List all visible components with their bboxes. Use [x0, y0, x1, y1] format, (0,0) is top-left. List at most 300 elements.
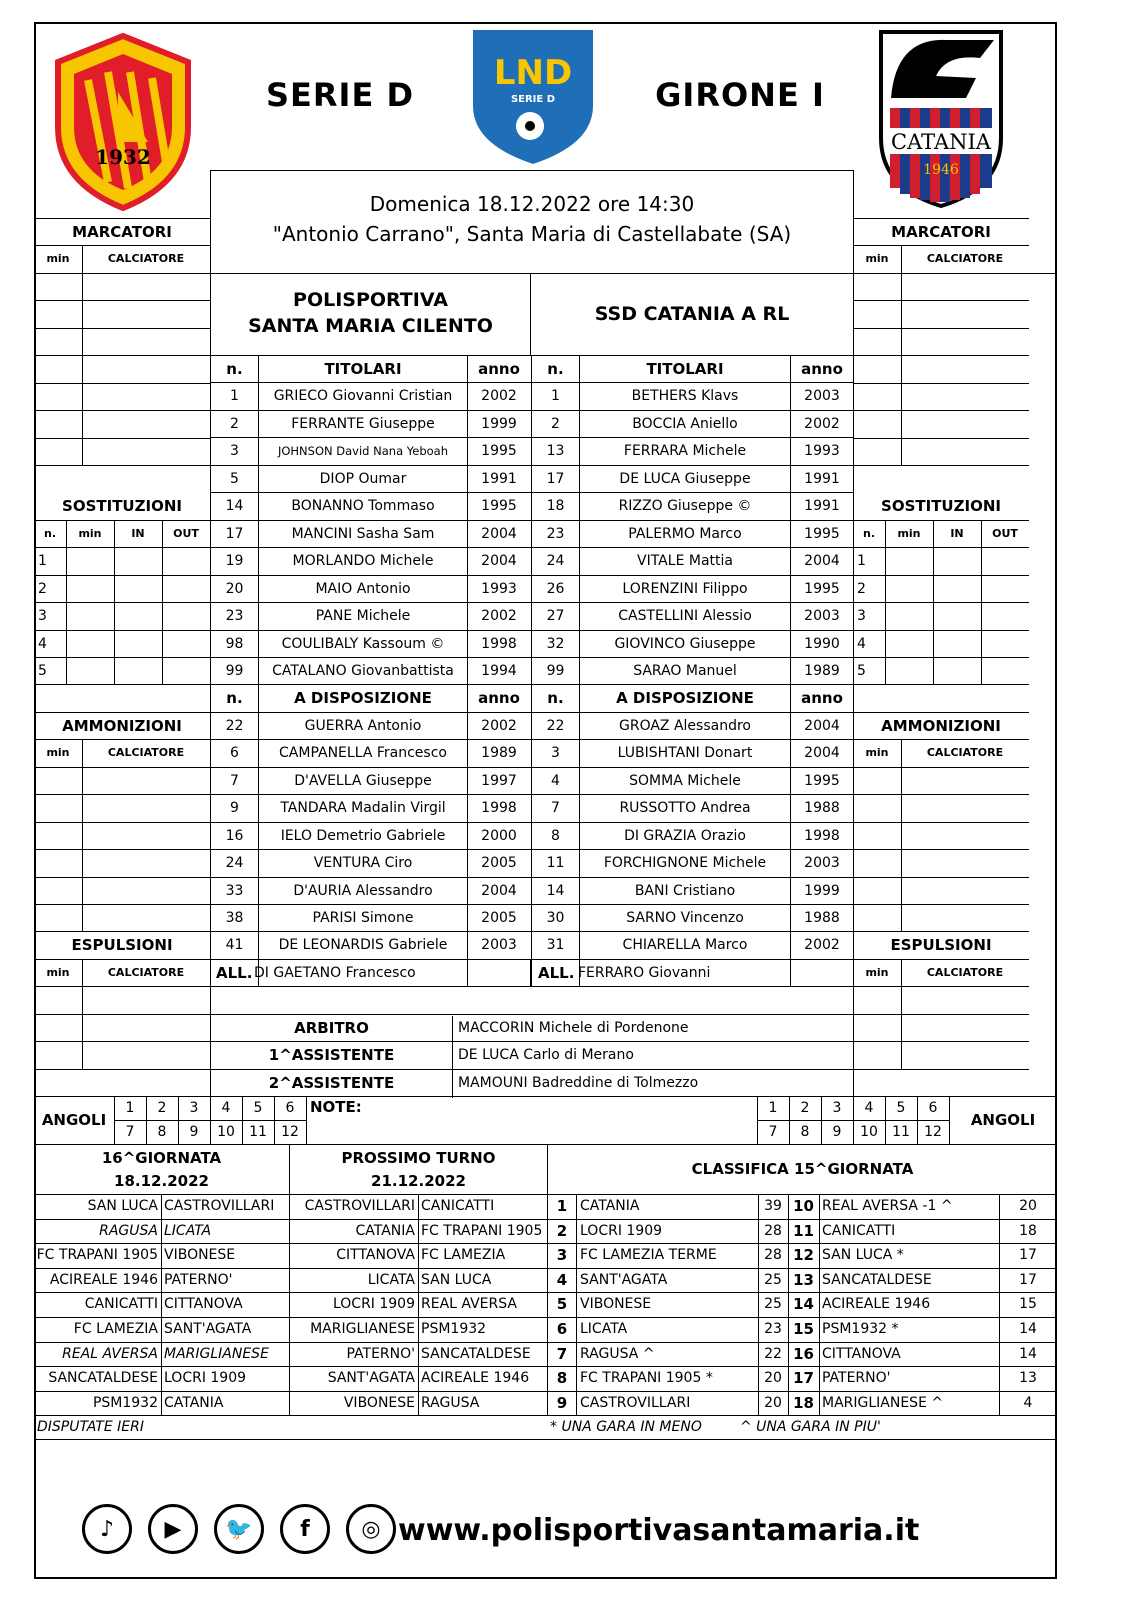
player-year: 1991	[481, 470, 517, 487]
player-name: TANDARA Madalin Virgil	[280, 799, 446, 816]
home-team: SANCATALDESE	[48, 1370, 158, 1387]
sub-number: 2	[38, 580, 47, 597]
away-team: FC TRAPANI 1905	[421, 1223, 543, 1240]
team: VIBONESE	[580, 1296, 652, 1313]
player-year: 2003	[804, 607, 840, 624]
prossimo-title: PROSSIMO TURNO	[341, 1149, 496, 1167]
player-number: 20	[225, 580, 244, 597]
player-name: DE LEONARDIS Gabriele	[278, 936, 448, 953]
away-team: VIBONESE	[164, 1247, 236, 1264]
player-number: 7	[230, 772, 239, 789]
player-number: 98	[225, 635, 244, 652]
player-name: DE LUCA Giuseppe	[619, 470, 751, 487]
team: PSM1932 *	[822, 1321, 899, 1338]
player-year: 1988	[804, 909, 840, 926]
home-team: LICATA	[367, 1272, 415, 1289]
player-number: 24	[546, 552, 565, 569]
coach-label: ALL.	[216, 963, 253, 982]
note-label: NOTE:	[310, 1098, 362, 1116]
corner-box: 1	[125, 1100, 135, 1116]
points: 28	[764, 1223, 782, 1240]
player-number: 1	[551, 387, 560, 404]
player-year: 2002	[804, 415, 840, 432]
away-team: PATERNO'	[164, 1272, 233, 1289]
svg-text:SERIE D: SERIE D	[510, 94, 556, 105]
player-number: 11	[546, 854, 565, 871]
giornata-date: 18.12.2022	[114, 1172, 209, 1190]
n-label: n.	[862, 527, 875, 541]
home-team: CITTANOVA	[336, 1247, 415, 1264]
rank: 7	[556, 1345, 568, 1364]
player-year: 1988	[804, 799, 840, 816]
official-name: DE LUCA Carlo di Merano	[458, 1046, 634, 1063]
home-team: SAN LUCA	[87, 1198, 158, 1215]
player-name: MORLANDO Michele	[292, 552, 434, 569]
min-label: min	[865, 746, 889, 760]
player-number: 33	[225, 882, 244, 899]
corner-box: 7	[768, 1124, 778, 1140]
marcatori-title: MARCATORI	[891, 222, 991, 241]
player-name: IELO Demetrio Gabriele	[280, 827, 446, 844]
corner-box: 9	[832, 1124, 842, 1140]
player-name: COULIBALY Kassoum ©	[281, 635, 445, 652]
team: MARIGLIANESE ^	[822, 1395, 944, 1412]
rank: 3	[556, 1246, 568, 1265]
marcatori-title: MARCATORI	[72, 222, 172, 241]
corner-box: 4	[221, 1100, 231, 1116]
home-team: MARIGLIANESE	[310, 1321, 415, 1338]
sub-number: 5	[38, 662, 47, 679]
away-team: REAL AVERSA	[421, 1296, 517, 1313]
rank: 2	[556, 1222, 568, 1241]
player-name: PARISI Simone	[312, 909, 414, 926]
svg-text:1932: 1932	[95, 145, 151, 169]
calciatore-label: CALCIATORE	[107, 966, 185, 980]
points: 25	[764, 1296, 782, 1313]
player-name: SARAO Manuel	[633, 662, 737, 679]
corner-box: 4	[864, 1100, 874, 1116]
player-name: JOHNSON David Nana Yeboah	[277, 443, 449, 458]
rank: 17	[793, 1369, 814, 1388]
player-name: GRIECO Giovanni Cristian	[273, 387, 453, 404]
in-label: IN	[950, 527, 964, 541]
player-name: LUBISHTANI Donart	[617, 744, 753, 761]
player-year: 1995	[481, 442, 517, 459]
player-number: 30	[546, 909, 565, 926]
player-name: FERRARA Michele	[623, 442, 747, 459]
svg-text:LND: LND	[493, 53, 573, 93]
rank: 8	[556, 1369, 568, 1388]
facebook-icon[interactable]: f	[280, 1504, 330, 1554]
corner-box: 5	[896, 1100, 906, 1116]
player-name: CHIARELLA Marco	[622, 936, 748, 953]
points: 20	[764, 1395, 782, 1412]
player-name: BANI Cristiano	[634, 882, 736, 899]
player-number: 9	[230, 799, 239, 816]
player-number: 22	[225, 717, 244, 734]
player-name: CASTELLINI Alessio	[618, 607, 752, 624]
rank: 12	[793, 1246, 814, 1265]
away-team-name: SSD CATANIA A RL	[594, 303, 790, 325]
home-team: CASTROVILLARI	[304, 1198, 415, 1215]
sub-number: 5	[857, 662, 866, 679]
player-year: 1990	[804, 635, 840, 652]
player-year: 2003	[804, 854, 840, 871]
sostituzioni-title: SOSTITUZIONI	[881, 496, 1001, 515]
player-year: 2003	[804, 387, 840, 404]
giornata-title: 16^GIORNATA	[101, 1149, 222, 1167]
col-anno: anno	[801, 688, 843, 707]
player-name: GUERRA Antonio	[304, 717, 422, 734]
home-coach: DI GAETANO Francesco	[254, 964, 416, 981]
tiktok-icon[interactable]: ♪	[82, 1504, 132, 1554]
calciatore-label: CALCIATORE	[926, 252, 1004, 265]
player-number: 14	[546, 882, 565, 899]
rank: 4	[556, 1271, 568, 1290]
player-name: RIZZO Giuseppe ©	[618, 497, 752, 514]
classifica-title: CLASSIFICA 15^GIORNATA	[691, 1160, 914, 1178]
team: ACIREALE 1946	[822, 1296, 931, 1313]
points: 17	[1019, 1247, 1037, 1264]
away-team: SANCATALDESE	[421, 1346, 531, 1363]
corner-box: 12	[924, 1124, 942, 1140]
home-team: RAGUSA	[99, 1223, 158, 1240]
player-name: MANCINI Sasha Sam	[291, 525, 435, 542]
corner-box: 7	[125, 1124, 135, 1140]
youtube-icon[interactable]: ▶	[148, 1504, 198, 1554]
espulsioni-title: ESPULSIONI	[71, 935, 173, 954]
points: 20	[764, 1370, 782, 1387]
corner-box: 3	[189, 1100, 199, 1116]
player-name: DI GRAZIA Orazio	[624, 827, 746, 844]
prossimo-date: 21.12.2022	[371, 1172, 466, 1190]
match-venue: "Antonio Carrano", Santa Maria di Castellabate (SA)	[272, 222, 792, 246]
min-label: min	[46, 746, 70, 760]
corner-box: 11	[249, 1124, 267, 1140]
player-year: 2004	[804, 744, 840, 761]
corner-box: 12	[281, 1124, 299, 1140]
player-number: 3	[230, 442, 239, 459]
team: FC TRAPANI 1905 *	[580, 1370, 713, 1387]
player-year: 1999	[804, 882, 840, 899]
col-disposizione: A DISPOSIZIONE	[294, 688, 432, 707]
player-name: FORCHIGNONE Michele	[603, 854, 767, 871]
team: SANT'AGATA	[580, 1272, 668, 1289]
corner-box: 11	[892, 1124, 910, 1140]
home-team: PSM1932	[92, 1395, 158, 1412]
rank: 14	[793, 1295, 814, 1314]
rank: 13	[793, 1271, 814, 1290]
player-number: 38	[225, 909, 244, 926]
min-label: min	[78, 527, 102, 541]
player-year: 2004	[481, 552, 517, 569]
disputate-note: DISPUTATE IERI	[37, 1419, 144, 1435]
player-year: 2005	[481, 909, 517, 926]
calciatore-label: CALCIATORE	[107, 252, 185, 265]
player-year: 2002	[481, 717, 517, 734]
sub-number: 4	[38, 635, 47, 652]
player-year: 1993	[804, 442, 840, 459]
away-team: CANICATTI	[421, 1198, 495, 1215]
sub-number: 1	[857, 552, 866, 569]
calciatore-label: CALCIATORE	[107, 746, 185, 760]
player-number: 23	[546, 525, 565, 542]
col-anno: anno	[478, 359, 520, 378]
sub-number: 3	[38, 607, 47, 624]
col-n: n.	[547, 688, 564, 707]
player-year: 1993	[481, 580, 517, 597]
min-label: min	[865, 966, 889, 980]
corner-box: 3	[832, 1100, 842, 1116]
corner-box: 1	[768, 1100, 778, 1116]
angoli-label: ANGOLI	[970, 1111, 1036, 1129]
player-name: VENTURA Ciro	[313, 854, 413, 871]
rank: 5	[556, 1295, 568, 1314]
espulsioni-title: ESPULSIONI	[890, 935, 992, 954]
player-name: BOCCIA Aniello	[632, 415, 738, 432]
corner-box: 2	[157, 1100, 167, 1116]
points: 13	[1019, 1370, 1037, 1387]
min-label: min	[865, 252, 889, 265]
points: 23	[764, 1321, 782, 1338]
player-name: GIOVINCO Giuseppe	[614, 635, 756, 652]
rank: 10	[793, 1197, 814, 1216]
official-role: 2^ASSISTENTE	[268, 1073, 395, 1092]
angoli-label: ANGOLI	[41, 1111, 107, 1129]
col-n: n.	[226, 688, 243, 707]
player-number: 23	[225, 607, 244, 624]
player-number: 19	[225, 552, 244, 569]
home-team: FC TRAPANI 1905	[36, 1247, 158, 1264]
col-titolari: TITOLARI	[646, 359, 724, 378]
team: FC LAMEZIA TERME	[580, 1247, 717, 1264]
team: SAN LUCA *	[822, 1247, 904, 1264]
away-team: CASTROVILLARI	[164, 1198, 275, 1215]
min-label: min	[46, 966, 70, 980]
player-year: 2002	[481, 387, 517, 404]
player-year: 2004	[804, 717, 840, 734]
player-year: 2005	[481, 854, 517, 871]
n-label: n.	[43, 527, 56, 541]
away-team: RAGUSA	[421, 1395, 480, 1412]
player-year: 2004	[804, 552, 840, 569]
rank: 1	[556, 1197, 568, 1216]
points: 25	[764, 1272, 782, 1289]
player-number: 6	[230, 744, 239, 761]
points: 14	[1019, 1346, 1037, 1363]
player-number: 18	[546, 497, 565, 514]
player-year: 1999	[481, 415, 517, 432]
corner-box: 2	[800, 1100, 810, 1116]
player-number: 16	[225, 827, 244, 844]
col-n: n.	[226, 359, 243, 378]
player-name: LORENZINI Filippo	[622, 580, 748, 597]
player-year: 1998	[481, 799, 517, 816]
home-team: LOCRI 1909	[332, 1296, 415, 1313]
points: 14	[1019, 1321, 1037, 1338]
gara-piu-note: ^ UNA GARA IN PIU'	[740, 1419, 881, 1435]
away-team: ACIREALE 1946	[421, 1370, 530, 1387]
player-name: FERRANTE Giuseppe	[291, 415, 435, 432]
player-year: 1989	[804, 662, 840, 679]
col-anno: anno	[801, 359, 843, 378]
player-number: 2	[551, 415, 560, 432]
team: LOCRI 1909	[580, 1223, 663, 1240]
website-url[interactable]: www.polisportivasantamaria.it	[398, 1512, 920, 1548]
player-number: 99	[225, 662, 244, 679]
home-team: CANICATTI	[84, 1296, 158, 1313]
sub-number: 1	[38, 552, 47, 569]
col-disposizione: A DISPOSIZIONE	[616, 688, 754, 707]
player-year: 1991	[804, 497, 840, 514]
player-number: 5	[230, 470, 239, 487]
team: CATANIA	[580, 1198, 640, 1215]
player-name: SARNO Vincenzo	[626, 909, 744, 926]
home-team: FC LAMEZIA	[73, 1321, 158, 1338]
rank: 15	[793, 1320, 814, 1339]
player-year: 2002	[804, 936, 840, 953]
player-name: BETHERS Klavs	[631, 387, 739, 404]
rank: 11	[793, 1222, 814, 1241]
rank: 6	[556, 1320, 568, 1339]
player-number: 1	[230, 387, 239, 404]
points: 18	[1019, 1223, 1037, 1240]
player-name: DIOP Oumar	[319, 470, 407, 487]
col-titolari: TITOLARI	[324, 359, 402, 378]
player-number: 8	[551, 827, 560, 844]
player-name: D'AVELLA Giuseppe	[294, 772, 432, 789]
points: 20	[1019, 1198, 1037, 1215]
player-year: 1991	[804, 470, 840, 487]
player-name: CATALANO Giovanbattista	[272, 662, 454, 679]
player-number: 27	[546, 607, 565, 624]
team: PATERNO'	[822, 1370, 891, 1387]
player-number: 17	[225, 525, 244, 542]
player-year: 1994	[481, 662, 517, 679]
player-number: 24	[225, 854, 244, 871]
player-number: 31	[546, 936, 565, 953]
player-year: 2000	[481, 827, 517, 844]
player-number: 22	[546, 717, 565, 734]
points: 39	[764, 1198, 782, 1215]
player-number: 3	[551, 744, 560, 761]
corner-box: 8	[157, 1124, 167, 1140]
official-role: ARBITRO	[294, 1018, 369, 1037]
team: LICATA	[580, 1321, 628, 1338]
instagram-icon[interactable]: ◎	[346, 1504, 396, 1554]
player-name: RUSSOTTO Andrea	[619, 799, 751, 816]
out-label: OUT	[173, 527, 199, 541]
away-team: PSM1932	[421, 1321, 487, 1338]
player-name: PALERMO Marco	[628, 525, 742, 542]
player-name: SOMMA Michele	[629, 772, 741, 789]
match-date: Domenica 18.12.2022 ore 14:30	[369, 192, 695, 216]
rank: 9	[556, 1394, 568, 1413]
points: 17	[1019, 1272, 1037, 1289]
player-number: 4	[551, 772, 560, 789]
team: CASTROVILLARI	[580, 1395, 691, 1412]
team: CITTANOVA	[822, 1346, 901, 1363]
player-name: PANE Michele	[315, 607, 411, 624]
player-year: 2002	[481, 607, 517, 624]
player-year: 2004	[481, 525, 517, 542]
calciatore-label: CALCIATORE	[926, 746, 1004, 760]
corner-box: 8	[800, 1124, 810, 1140]
home-team: PATERNO'	[346, 1346, 415, 1363]
player-number: 32	[546, 635, 565, 652]
points: 4	[1023, 1395, 1033, 1412]
sostituzioni-title: SOSTITUZIONI	[62, 496, 182, 515]
away-team: LOCRI 1909	[164, 1370, 247, 1387]
points: 28	[764, 1247, 782, 1264]
player-year: 2003	[481, 936, 517, 953]
catania-logo	[876, 28, 1006, 210]
points: 22	[764, 1346, 782, 1363]
home-team: VIBONESE	[343, 1395, 415, 1412]
official-role: 1^ASSISTENTE	[268, 1045, 395, 1064]
sub-number: 4	[857, 635, 866, 652]
away-team: LICATA	[164, 1223, 212, 1240]
player-year: 1995	[804, 772, 840, 789]
team: REAL AVERSA -1 ^	[822, 1198, 953, 1215]
away-team: FC LAMEZIA	[421, 1247, 506, 1264]
twitter-icon[interactable]: 🐦	[214, 1504, 264, 1554]
player-year: 1998	[804, 827, 840, 844]
points: 15	[1019, 1296, 1037, 1313]
player-year: 2004	[481, 882, 517, 899]
polisportiva-logo	[48, 32, 198, 212]
player-number: 13	[546, 442, 565, 459]
corner-box: 10	[217, 1124, 235, 1140]
home-team: ACIREALE 1946	[49, 1272, 158, 1289]
player-name: MAIO Antonio	[315, 580, 411, 597]
home-team-name-1: POLISPORTIVA	[293, 289, 448, 311]
girone-title: GIRONE I	[655, 76, 825, 114]
min-label: min	[897, 527, 921, 541]
away-team: MARIGLIANESE	[164, 1346, 269, 1363]
corner-box: 6	[285, 1100, 295, 1116]
lnd-logo	[468, 26, 598, 166]
col-n: n.	[547, 359, 564, 378]
svg-text:CATANIA: CATANIA	[891, 130, 991, 154]
out-label: OUT	[992, 527, 1018, 541]
corner-box: 5	[253, 1100, 263, 1116]
team: SANCATALDESE	[822, 1272, 932, 1289]
social-icons	[82, 1504, 396, 1554]
min-label: min	[46, 252, 70, 265]
player-year: 1998	[481, 635, 517, 652]
player-number: 7	[551, 799, 560, 816]
calciatore-label: CALCIATORE	[926, 966, 1004, 980]
ammonizioni-title: AMMONIZIONI	[62, 716, 182, 735]
corner-box: 9	[189, 1124, 199, 1140]
player-year: 1997	[481, 772, 517, 789]
rank: 18	[793, 1394, 814, 1413]
official-name: MAMOUNI Badreddine di Tolmezzo	[458, 1074, 699, 1091]
home-team: SANT'AGATA	[327, 1370, 415, 1387]
player-year: 1995	[481, 497, 517, 514]
player-number: 41	[225, 936, 244, 953]
player-number: 2	[230, 415, 239, 432]
player-year: 1995	[804, 580, 840, 597]
corner-box: 10	[860, 1124, 878, 1140]
ammonizioni-title: AMMONIZIONI	[881, 716, 1001, 735]
home-team: CATANIA	[355, 1223, 415, 1240]
player-name: GROAZ Alessandro	[619, 717, 751, 734]
player-number: 99	[546, 662, 565, 679]
player-number: 17	[546, 470, 565, 487]
gara-meno-note: * UNA GARA IN MENO	[550, 1419, 702, 1435]
